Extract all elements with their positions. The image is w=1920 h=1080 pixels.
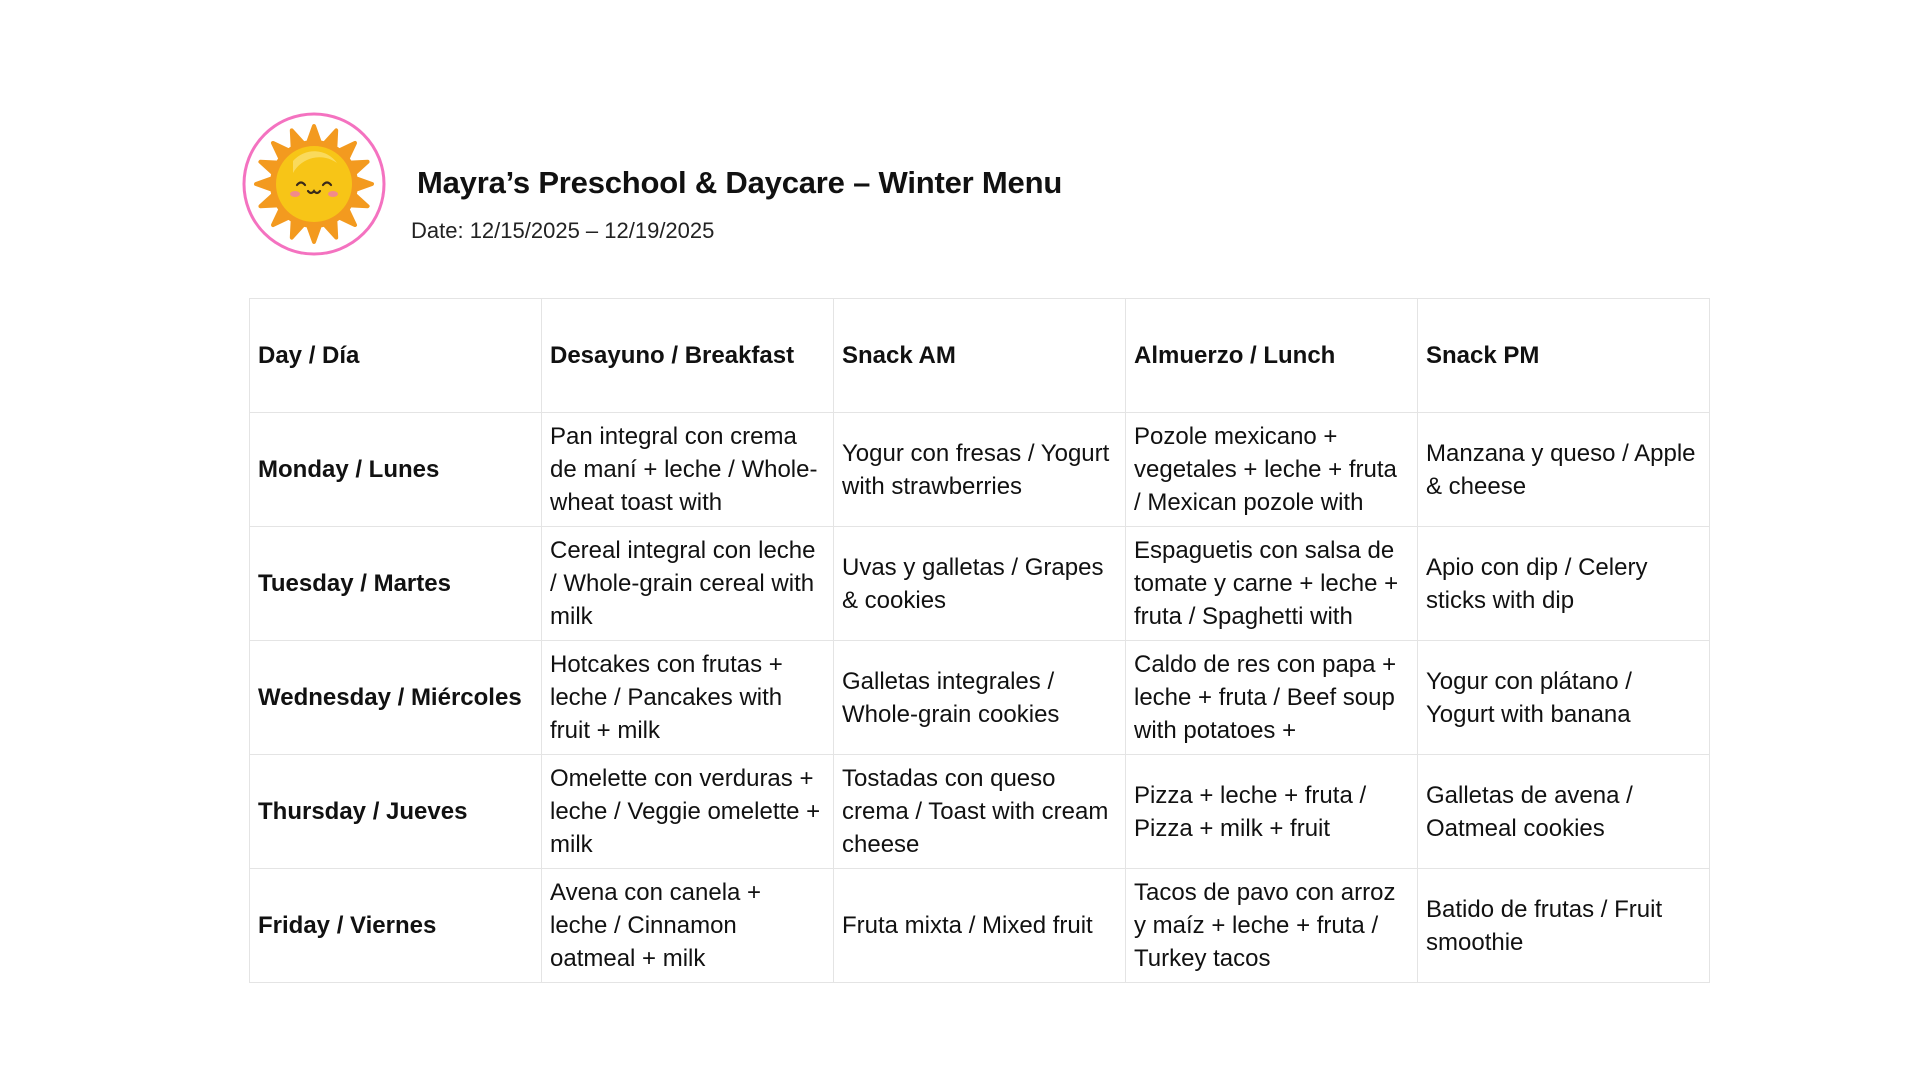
table-row [250, 527, 1710, 641]
table-row [250, 755, 1710, 869]
column-header-day: Day / Día [250, 299, 542, 413]
snack-am-cell: Galletas integrales / Whole-grain cookies [834, 641, 1126, 755]
column-header-snack-am: Snack AM [834, 299, 1126, 413]
snack-pm-cell: Manzana y queso / Apple & cheese [1418, 413, 1710, 527]
breakfast-cell: Avena con canela + leche / Cinnamon oatmeal + milk [542, 869, 834, 983]
breakfast-cell: Pan integral con crema de maní + leche / Whole-wheat toast with [542, 413, 834, 527]
snack-am-cell: Tostadas con queso crema / Toast with cream cheese [834, 755, 1126, 869]
column-header-lunch: Almuerzo / Lunch [1126, 299, 1418, 413]
lunch-cell: Espaguetis con salsa de tomate y carne + leche + fruta / Spaghetti with [1126, 527, 1418, 641]
snack-pm-cell: Yogur con plátano / Yogurt with banana [1418, 641, 1710, 755]
snack-am-cell: Uvas y galletas / Grapes & cookies [834, 527, 1126, 641]
day-cell: Tuesday / Martes [250, 527, 542, 641]
day-cell: Thursday / Jueves [250, 755, 542, 869]
column-header-breakfast: Desayuno / Breakfast [542, 299, 834, 413]
table-row [250, 869, 1710, 983]
day-cell: Wednesday / Miércoles [250, 641, 542, 755]
menu-table [249, 298, 1710, 983]
snack-pm-cell: Galletas de avena / Oatmeal cookies [1418, 755, 1710, 869]
date-range: Date: 12/15/2025 – 12/19/2025 [411, 218, 715, 243]
snack-pm-cell: Batido de frutas / Fruit smoothie [1418, 869, 1710, 983]
lunch-cell: Tacos de pavo con arroz y maíz + leche + fruta / Turkey tacos [1126, 869, 1418, 983]
day-cell: Monday / Lunes [250, 413, 542, 527]
table-header-row [250, 299, 1710, 413]
page-title: Mayra’s Preschool & Daycare – Winter Menu [417, 165, 1063, 200]
breakfast-cell: Omelette con verduras + leche / Veggie omelette + milk [542, 755, 834, 869]
table-row [250, 413, 1710, 527]
lunch-cell: Pizza + leche + fruta / Pizza + milk + fruit [1126, 755, 1418, 869]
table-row [250, 641, 1710, 755]
lunch-cell: Pozole mexicano + vegetales + leche + fruta / Mexican pozole with [1126, 413, 1418, 527]
day-cell: Friday / Viernes [250, 869, 542, 983]
lunch-cell: Caldo de res con papa + leche + fruta / Beef soup with potatoes + [1126, 641, 1418, 755]
snack-am-cell: Yogur con fresas / Yogurt with strawberries [834, 413, 1126, 527]
breakfast-cell: Cereal integral con leche / Whole-grain cereal with milk [542, 527, 834, 641]
breakfast-cell: Hotcakes con frutas + leche / Pancakes with fruit + milk [542, 641, 834, 755]
column-header-snack-pm: Snack PM [1418, 299, 1710, 413]
snack-pm-cell: Apio con dip / Celery sticks with dip [1418, 527, 1710, 641]
snack-am-cell: Fruta mixta / Mixed fruit [834, 869, 1126, 983]
smiling-sun-icon [241, 111, 387, 257]
